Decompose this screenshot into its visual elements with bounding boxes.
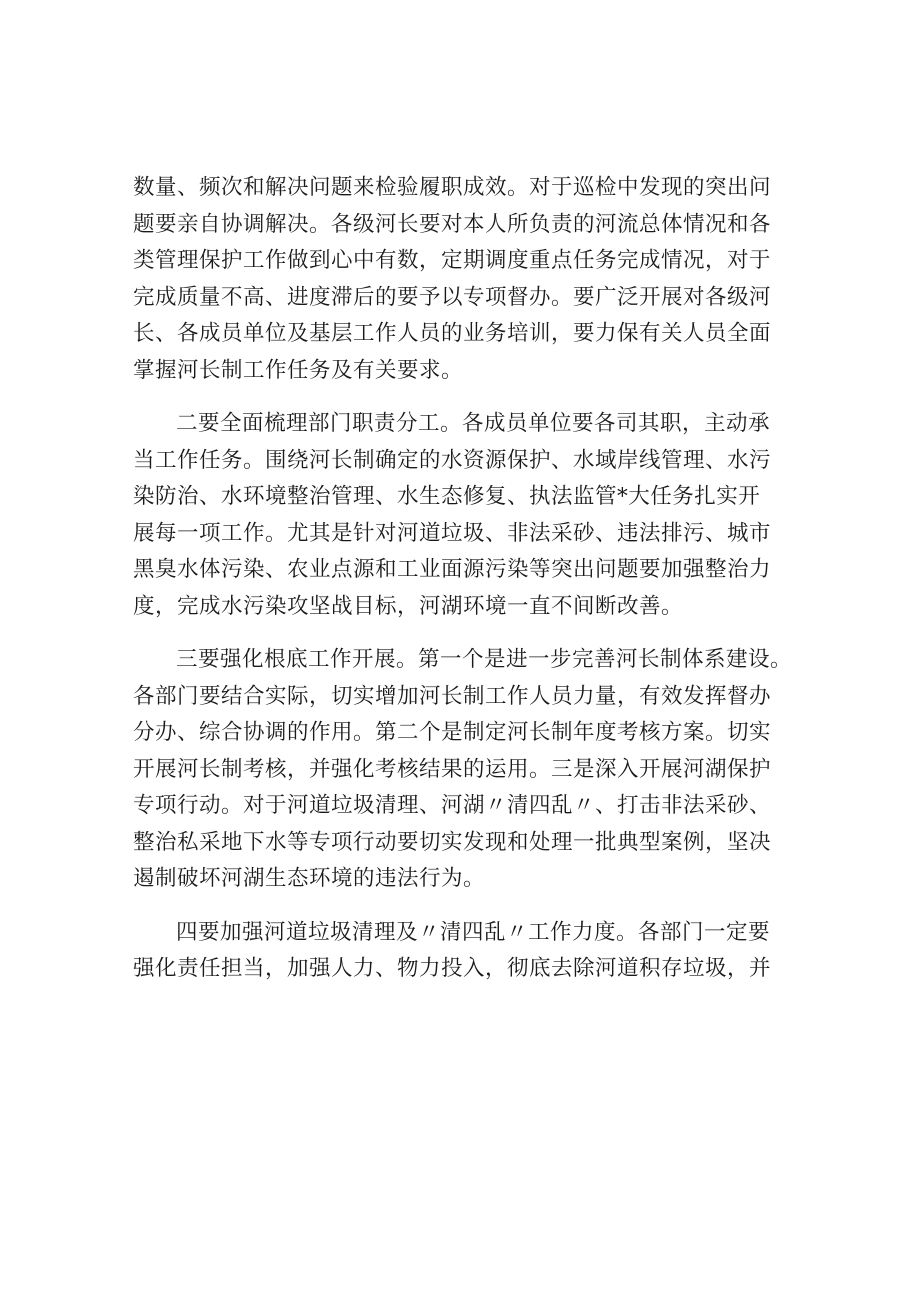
text-line: 题要亲自协调解决。各级河长要对本人所负责的河流总体情况和各 bbox=[133, 211, 772, 237]
text-line: 三要强化根底工作开展。第一个是进一步完善河长制体系建设。 bbox=[176, 647, 793, 672]
text-line: 度，完成水污染攻坚战目标，河湖环境一直不间断改善。 bbox=[133, 593, 684, 619]
text-line: 数量、频次和解决问题来检验履职成效。对于巡检中发现的突出问 bbox=[133, 175, 772, 200]
text-line: 整治私采地下水等专项行动要切实发现和处理一批典型案例，坚决 bbox=[133, 829, 772, 855]
paragraph-2 bbox=[133, 406, 797, 625]
text-line: 黑臭水体污染、农业点源和工业面源污染等突出问题要加强整治力 bbox=[133, 557, 772, 582]
text-line: 各部门要结合实际，切实增加河长制工作人员力量，有效发挥督办 bbox=[133, 683, 772, 709]
text-line: 强化责任担当，加强人力、物力投入，彻底去除河道积存垃圾，并 bbox=[133, 956, 772, 981]
text-line: 完成质量不高、进度滞后的要予以专项督办。要广泛开展对各级河 bbox=[133, 284, 772, 310]
text-line: 当工作任务。围绕河长制确定的水资源保护、水域岸线管理、水污 bbox=[133, 447, 772, 473]
text-line: 分办、综合协调的作用。第二个是制定河长制年度考核方案。切实 bbox=[133, 720, 772, 745]
text-line: 展每一项工作。尤其是针对河道垃圾、非法采砂、违法排污、城市 bbox=[133, 520, 772, 546]
text-line: 掌握河长制工作任务及有关要求。 bbox=[133, 357, 464, 383]
text-line: 二要全面梳理部门职责分工。各成员单位要各司其职，主动承 bbox=[176, 411, 771, 436]
paragraph-1 bbox=[133, 170, 797, 389]
paragraph-4 bbox=[133, 915, 797, 988]
text-line: 染防治、水环境整治管理、水生态修复、执法监管*大任务扎实开 bbox=[133, 484, 761, 509]
document-body bbox=[133, 170, 797, 1005]
text-line: 遏制破坏河湖生态环境的违法行为。 bbox=[133, 866, 486, 891]
text-line: 专项行动。对于河道垃圾清理、河湖〃清四乱〃、打击非法采砂、 bbox=[133, 793, 772, 818]
text-line: 开展河长制考核，并强化考核结果的运用。三是深入开展河湖保护 bbox=[133, 756, 772, 782]
text-line: 四要加强河道垃圾清理及〃清四乱〃工作力度。各部门一定要 bbox=[176, 919, 771, 945]
paragraph-3 bbox=[133, 642, 797, 898]
text-line: 长、各成员单位及基层工作人员的业务培训，要力保有关人员全面 bbox=[133, 321, 772, 346]
text-line: 类管理保护工作做到心中有数，定期调度重点任务完成情况，对于 bbox=[133, 248, 772, 273]
